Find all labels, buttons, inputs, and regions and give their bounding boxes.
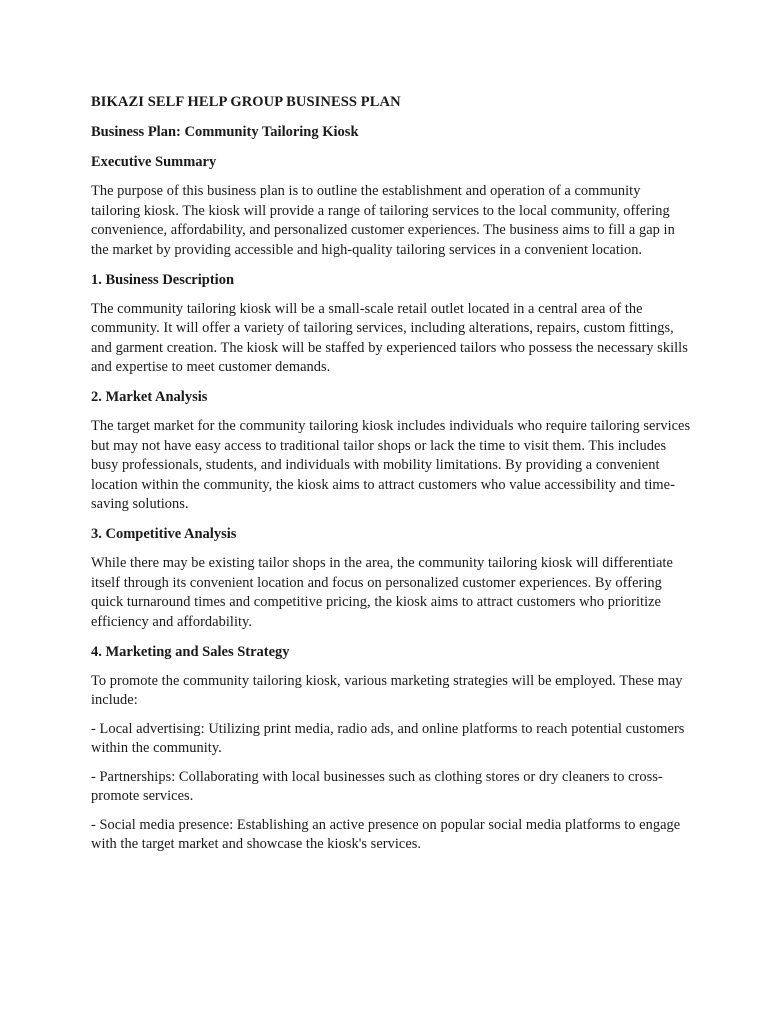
section-paragraph: The target market for the community tailoring kiosk includes individuals who require tailoring services but may not have easy access to traditional tailor shops or lack the time to visit them. This includes busy professionals, students, and individuals with mobility limitations. By providing a convenient location within the community, the kiosk aims to attract customers who value accessibility and time-saving solutions. — [91, 418, 691, 512]
section-heading-business-description: 1. Business Description — [91, 271, 235, 288]
section-paragraph: While there may be existing tailor shops in the area, the community tailoring kiosk will differentiate itself through its convenient location and focus on personalized customer experiences. By offering quick turnaround times and competitive pricing, the kiosk aims to attract customers who prioritize efficiency and affordability. — [91, 555, 673, 630]
section-paragraph: The community tailoring kiosk will be a small-scale retail outlet located in a central area of the community. It will offer a variety of tailoring services, including alterations, repairs, custom fittings, and garment creation. The kiosk will be staffed by experienced tailors who possess the necessary skills and expertise to meet customer demands. — [91, 300, 688, 375]
bullet-item-partnerships: - Partnerships: Collaborating with local businesses such as clothing stores or dry cleaners to cross-promote services. — [91, 768, 663, 804]
section-heading-competitive-analysis: 3. Competitive Analysis — [91, 526, 237, 542]
document-page — [91, 92, 691, 864]
section-heading-executive-summary: Executive Summary — [91, 154, 217, 170]
section-paragraph: To promote the community tailoring kiosk, various marketing strategies will be employed. These may include: — [91, 672, 683, 708]
document-title: BIKAZI SELF HELP GROUP BUSINESS PLAN — [91, 94, 401, 110]
bullet-item-social-media: - Social media presence: Establishing an active presence on popular social media platforms to engage with the target market and showcase the kiosk's services. — [91, 816, 681, 852]
section-heading-market-analysis: 2. Market Analysis — [91, 389, 208, 405]
document-subtitle: Business Plan: Community Tailoring Kiosk — [91, 124, 359, 140]
section-heading-marketing-strategy: 4. Marketing and Sales Strategy — [91, 643, 290, 660]
bullet-item-local-advertising: - Local advertising: Utilizing print media, radio ads, and online platforms to reach potential customers within the community. — [91, 720, 685, 756]
section-paragraph: The purpose of this business plan is to outline the establishment and operation of a community tailoring kiosk. The kiosk will provide a range of tailoring services to the local community, offering convenience, affordability, and personalized customer experiences. The business aims to fill a gap in the market by providing accessible and high-quality tailoring services in a convenient location. — [91, 183, 675, 258]
